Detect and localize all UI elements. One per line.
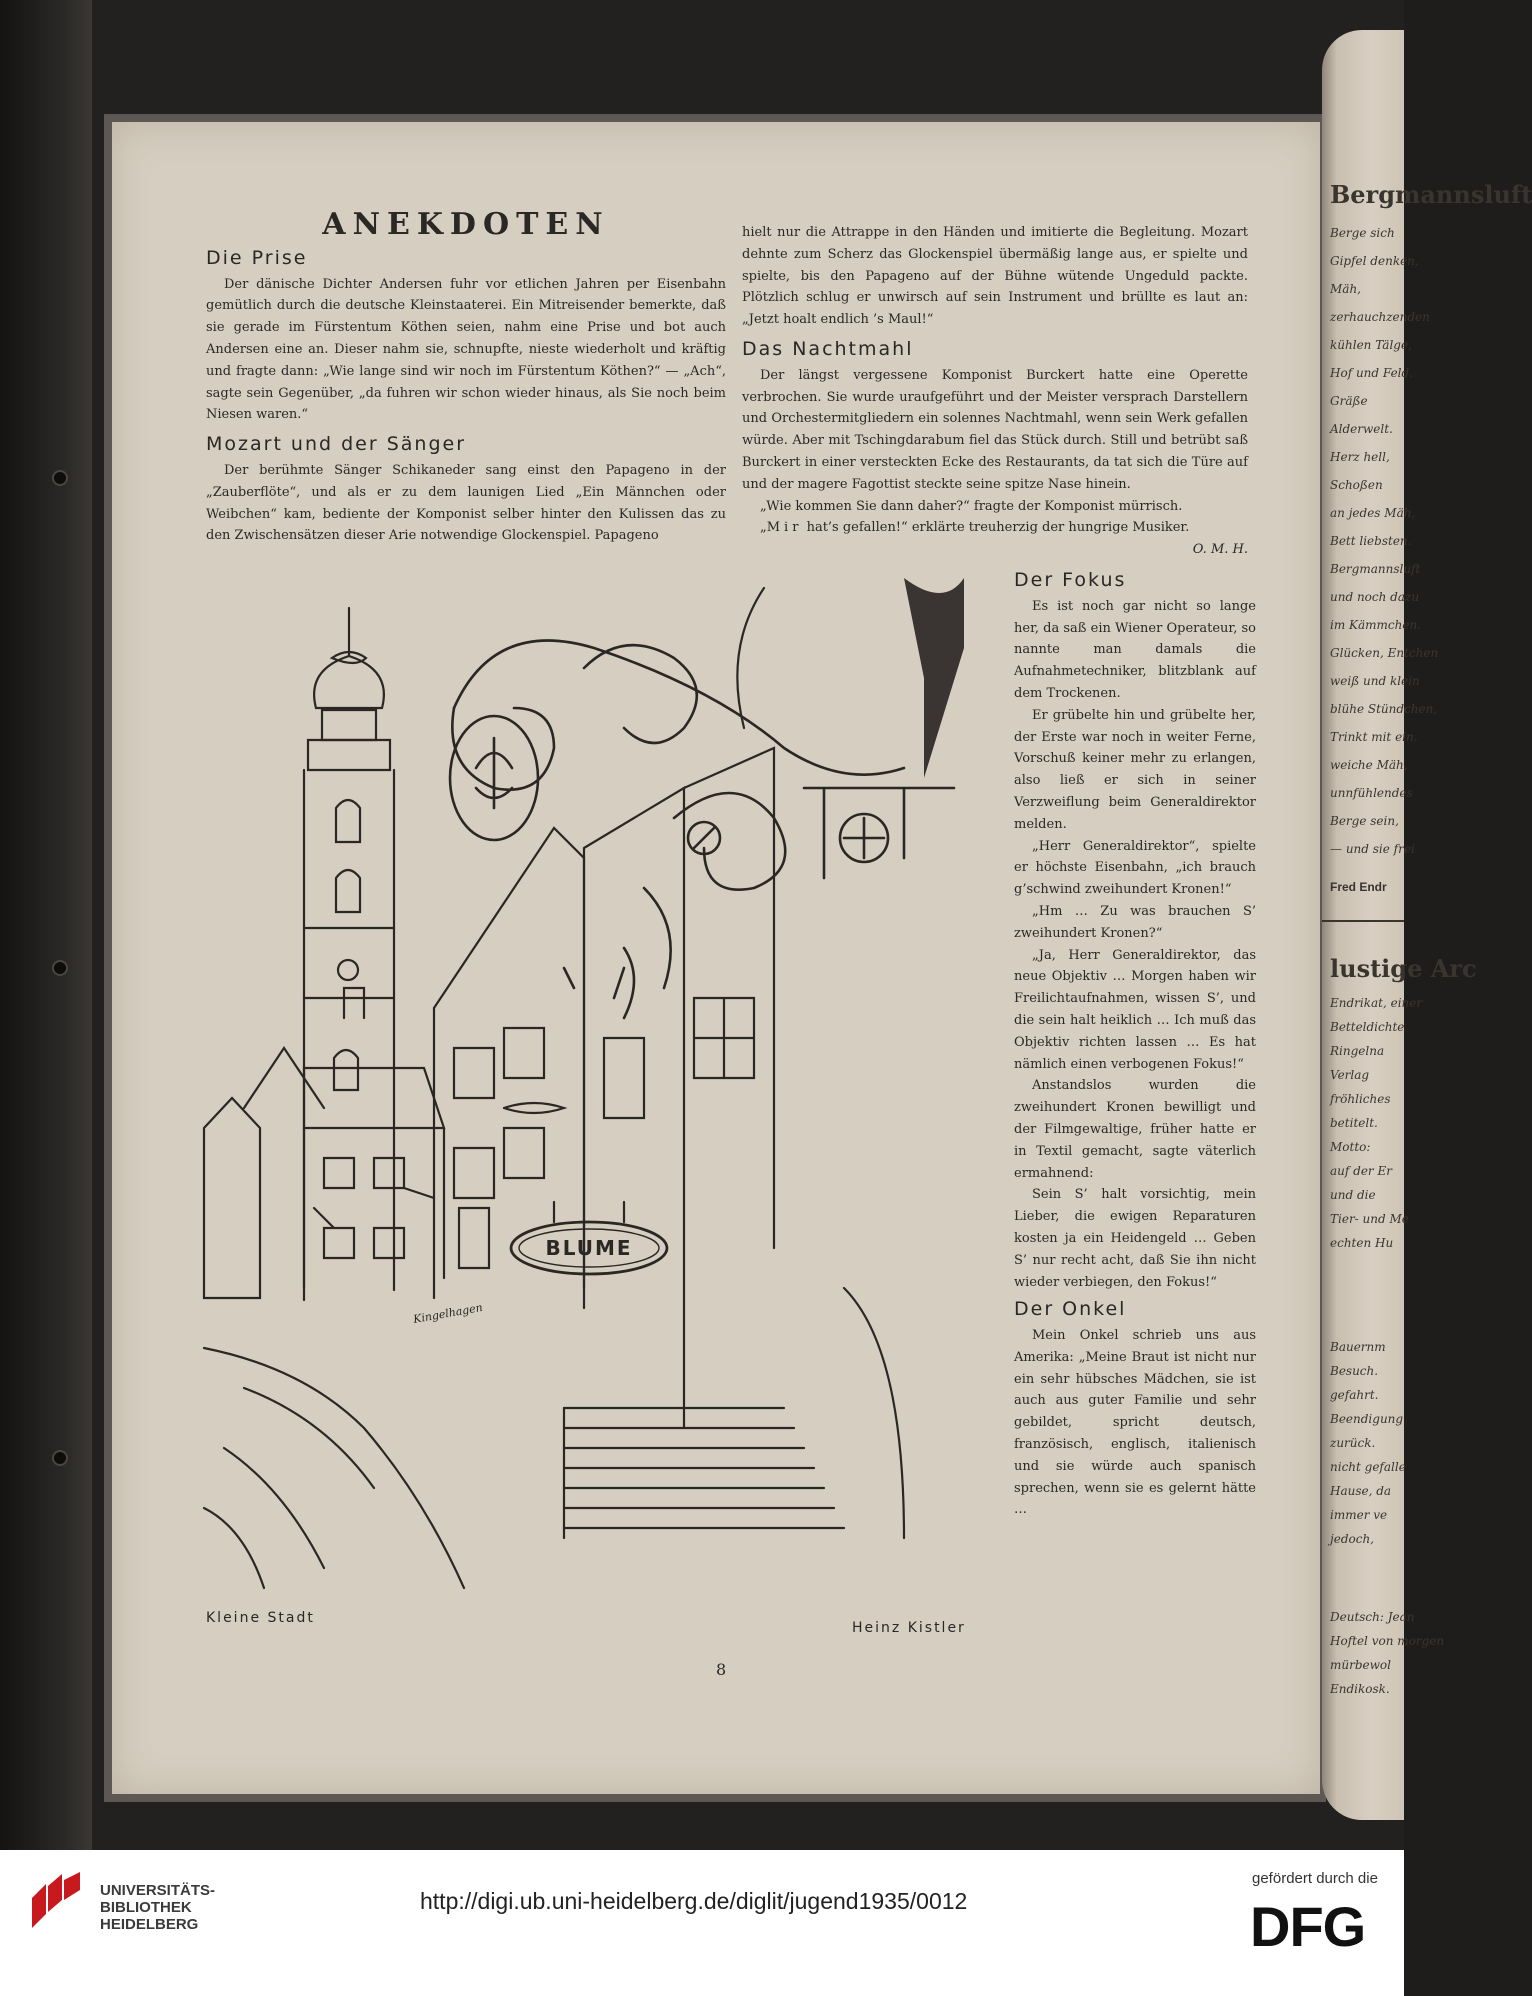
next-page-line: gefahrt.	[1330, 1388, 1379, 1402]
iron-bracket	[450, 641, 954, 1019]
next-page-line: Bergmannsluft	[1330, 562, 1421, 576]
heading-nachtmahl: Das Nachtmahl	[742, 337, 914, 360]
next-page-author: Fred Endr	[1330, 880, 1387, 894]
next-page-title-mid: lustige Arc	[1330, 954, 1477, 983]
next-page-line: Betteldichte	[1330, 1020, 1405, 1034]
next-page-line: Bauernm	[1330, 1340, 1386, 1354]
next-page-line: Endikosk.	[1330, 1682, 1390, 1696]
institution-line: BIBLIOTHEK	[100, 1899, 192, 1916]
next-page-line: Gräße	[1330, 394, 1368, 408]
university-logo-icon	[28, 1872, 84, 1932]
mozart-text-2: hielt nur die Attrappe in den Händen und imitierte die Begleitung. Mozart dehnte zum Scherz das Glockenspiel übermäßig lange aus, er spielte und spielte, bis den Papageno auf der Bühne wütende Ungeduld packte. Plötzlich schlug er unwirsch auf sein Instrument und brüllte es laut an: „Jetzt hoalt endlich ’s Maul!“	[742, 225, 1248, 328]
page-number: 8	[716, 1660, 727, 1679]
wall-lettering: Kingelhagen	[412, 1300, 484, 1326]
heading-mozart: Mozart und der Sänger	[206, 433, 467, 456]
next-page-line: Deutsch: Jean	[1330, 1610, 1415, 1624]
nachtmahl-text-2: „Wie kommen Sie dann daher?“ fragte der Komponist mürrisch.	[760, 498, 1183, 514]
funded-by-label: gefördert durch die	[1252, 1870, 1378, 1887]
binder-ring	[52, 470, 68, 486]
fokus-text-4: „Hm … Zu was brauchen S’ zweihundert Kronen?“	[1014, 903, 1256, 941]
next-page-line: unnfühlendes	[1330, 786, 1413, 800]
binder-ring	[52, 1450, 68, 1466]
next-page-line: kühlen Tälge,	[1330, 338, 1412, 352]
next-page-line: Glücken, Entchen	[1330, 646, 1439, 660]
next-page-line: Gipfel denken,	[1330, 254, 1419, 268]
next-page-rule	[1322, 920, 1404, 922]
quote-open: „	[760, 520, 767, 536]
signature: O. M. H.	[1192, 542, 1248, 558]
next-page-line: Berge sein,	[1330, 814, 1399, 828]
prise-text: Der dänische Dichter Andersen fuhr vor etlichen Jahren per Eisenbahn gemütlich durch die deutsche Kleinstaaterei. Ein Mitreisender bemerkte, daß sie gerade im Fürstentum Köthen seien, nahm eine Prise und bot auch Andersen eine an. Dieser nahm sie, schnupfte, nieste wiederholt und kräftig und fragte dann: „Wie lange sind wir noch im Fürstentum Köthen?“ — „Ach“, sagte sein Gegenüber, „da fuhren wir schon wieder hinaus, als Sie noch beim Niesen waren.“	[206, 276, 726, 423]
next-page-line: Ringelna	[1330, 1044, 1385, 1058]
next-page-line: Hof und Feld.	[1330, 366, 1414, 380]
institution-line: UNIVERSITÄTS-	[100, 1882, 216, 1899]
awning	[737, 588, 764, 728]
nachtmahl-text-3	[742, 517, 1248, 539]
next-page-line: Beendigung	[1330, 1412, 1404, 1426]
heading-fokus: Der Fokus	[1014, 569, 1127, 591]
next-page-line: zurück.	[1330, 1436, 1376, 1450]
institution-line: HEIDELBERG	[100, 1916, 199, 1933]
next-page-line: zerhauchzenden	[1330, 310, 1430, 324]
next-page-line: an jedes Mäh,	[1330, 506, 1416, 520]
footer-bar	[0, 1850, 1404, 1996]
heading-die-prise: Die Prise	[206, 246, 308, 269]
next-page-line: Motto:	[1330, 1140, 1371, 1154]
binder-edge	[0, 0, 92, 1850]
next-page-line: weiß und klein	[1330, 674, 1420, 688]
next-page-line: Trinkt mit ein.	[1330, 730, 1418, 744]
dfg-logo: DFG	[1250, 1895, 1366, 1958]
next-page-line: Hause, da	[1330, 1484, 1392, 1498]
next-page-line: und die	[1330, 1188, 1376, 1202]
fokus-text-1: Es ist noch gar nicht so lange her, da saß ein Wiener Operateur, so nannte man damals die Aufnahmetechniker, blitzblank auf dem Trockenen.	[1014, 598, 1256, 701]
next-page-line: fröhliches	[1330, 1092, 1391, 1106]
caption-left: Kleine Stadt	[206, 1610, 315, 1626]
binder-ring	[52, 960, 68, 976]
next-page-line: Verlag	[1330, 1068, 1370, 1082]
left-column	[206, 207, 726, 547]
next-page-line: Schoßen	[1330, 478, 1383, 492]
next-page-line: Endrikat, einer	[1330, 996, 1423, 1010]
next-page-line: nicht gefalle	[1330, 1460, 1406, 1474]
stairs	[564, 1288, 904, 1538]
street	[204, 1348, 464, 1588]
fokus-text-3: „Herr Generaldirektor“, spielte er höchste Eisenbahn, „ich brauch g’schwind zweihundert Kronen!“	[1014, 838, 1256, 898]
next-page-line: Tier- und Me	[1330, 1212, 1409, 1226]
mozart-text-1: Der berühmte Sänger Schikaneder sang einst den Papageno in der „Zauberflöte“, und als er zu dem launigen Lied „Ein Männchen oder Weibchen“ kam, bediente der Komponist selber hinter den Kulissen das zu den Zwischensätzen dieser Arie notwendige Glockenspiel. Papageno	[206, 462, 726, 544]
fokus-text-2: Er grübelte hin und grübelte her, der Erste war noch in weiter Ferne, Vorschuß keiner mehr zu erlangen, also ließ er sich in seiner Verzweiflung beim Generaldirektor melden.	[1014, 707, 1256, 832]
next-page-line: Herz hell,	[1330, 450, 1390, 464]
next-page-line: Besuch.	[1330, 1364, 1379, 1378]
next-page-line: weiche Mäh,	[1330, 758, 1408, 772]
next-page-line: im Kämmchen.	[1330, 618, 1422, 632]
emphasis-mir: Mir	[766, 520, 803, 536]
blume-sign-text: BLUME	[545, 1236, 633, 1260]
next-page-line: echten Hu	[1330, 1236, 1394, 1250]
nachtmahl-text-1: Der längst vergessene Komponist Burckert hatte eine Operette verbrochen. Sie wurde uraufgeführt und der Meister versprach Darstellern und Orchestermitgliedern ein solennes Nachtmahl, wenn sein Werk gefallen würde. Aber mit Tschingdarabum fiel das Stück durch. Still und betrübt saß Burckert in einer versteckten Ecke des Restaurants, da tat sich die Türe auf und der magere Fagottist steckte seine spitze Nase hinein.	[742, 367, 1248, 492]
caption-right: Heinz Kistler	[852, 1620, 966, 1636]
narrow-column	[1014, 566, 1256, 1521]
article-title: ANEKDOTEN	[322, 207, 610, 242]
flag	[904, 578, 964, 778]
next-page-line: mürbewol	[1330, 1658, 1391, 1672]
next-page-line: jedoch,	[1330, 1532, 1374, 1546]
next-page-title-top: Bergmannsluft	[1330, 180, 1532, 209]
institution-name	[100, 1882, 215, 1933]
next-page-line: blühe Stündchen,	[1330, 702, 1438, 716]
next-page-line: Mäh,	[1330, 282, 1361, 296]
right-column	[742, 222, 1248, 561]
next-page-line: auf der Er	[1330, 1164, 1392, 1178]
adjacent-page-edge	[1322, 30, 1532, 1820]
source-url-link[interactable]: http://digi.ub.uni-heidelberg.de/diglit/jugend1935/0012	[420, 1888, 968, 1914]
next-page-line: Berge sich	[1330, 226, 1395, 240]
next-page-line: betitelt.	[1330, 1116, 1378, 1130]
heading-onkel: Der Onkel	[1014, 1298, 1127, 1321]
illustration-kleine-stadt	[204, 588, 992, 1608]
next-page-line: immer ve	[1330, 1508, 1388, 1522]
nachtmahl-text-3-rest: hat’s gefallen!“ erklärte treuherzig der hungrige Musiker.	[802, 520, 1190, 536]
onkel-text: Mein Onkel schrieb uns aus Amerika: „Meine Braut ist nicht nur ein sehr hübsches Mädchen, sie ist auch aus guter Familie und sehr gebildet, spricht deutsch, französisch, englisch, italienisch und sie würde auch spanisch sprechen, wenn sie es gelernt hätte …	[1014, 1328, 1256, 1518]
church-tower	[304, 608, 394, 1300]
next-page-line: Hoftel von morgen	[1330, 1634, 1445, 1648]
fokus-text-5: „Ja, Herr Generaldirektor, das neue Objektiv … Morgen haben wir Freilichtaufnahmen, wissen S’, und die sein halt heiklich … Ich muß das Objektiv richten lassen … Es hat nämlich einen verbogenen Fokus!“	[1014, 947, 1256, 1072]
next-page-line: — und sie frei	[1330, 842, 1415, 856]
house-corner	[584, 748, 774, 1428]
fokus-text-7: Sein S’ halt vorsichtig, mein Lieber, die ewigen Reparaturen kosten ja ein Heidengeld … Geben S’ nur recht acht, daß Sie ihn nicht wieder verbiegen, den Fokus!“	[1014, 1187, 1256, 1290]
fokus-text-6: Anstandslos wurden die zweihundert Kronen bewilligt und der Filmgewaltige, früher hatte er in Textil gemacht, sagte väterlich ermahnend:	[1014, 1078, 1256, 1181]
next-page-line: und noch dazu	[1330, 590, 1420, 604]
next-page-line: Alderwelt.	[1330, 422, 1393, 436]
houses-left	[204, 988, 444, 1298]
next-page-line: Bett liebsten.	[1330, 534, 1412, 548]
